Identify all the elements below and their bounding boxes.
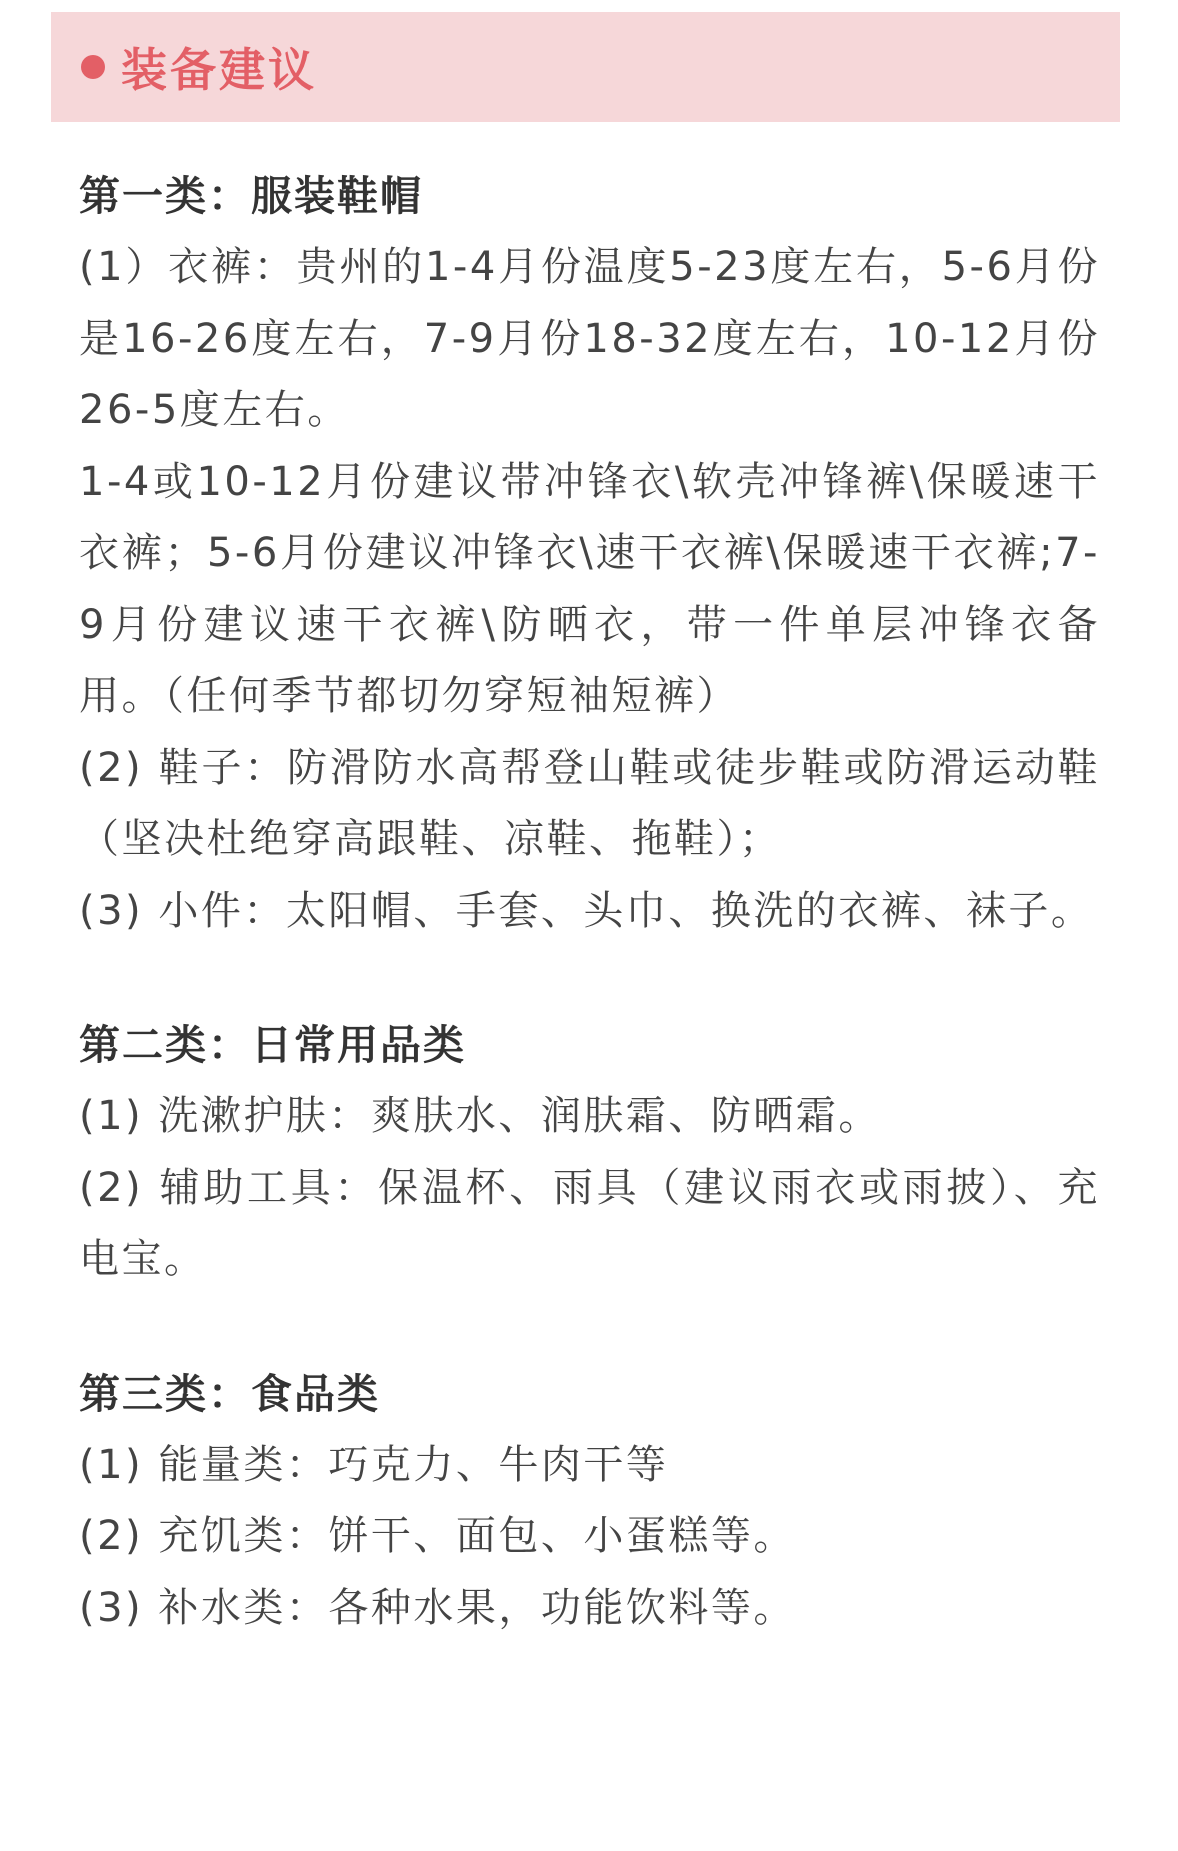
- section-title: 第三类：食品类: [79, 1369, 380, 1418]
- section-header-bar: [51, 12, 1120, 122]
- section-food: [79, 1358, 1100, 1645]
- paragraph-hydration: (3) 补水类：各种水果，功能饮料等。: [79, 1584, 796, 1631]
- paragraph-energy-food: (1) 能量类：巧克力、牛肉干等: [79, 1441, 669, 1488]
- paragraph-skincare: (1) 洗漱护肤：爽肤水、润肤霜、防晒霜。: [79, 1093, 881, 1139]
- paragraph-clothes-advice: 1-4或10-12月份建议带冲锋衣\软壳冲锋裤\保暖速干衣裤；5-6月份建议冲锋衣\速干衣裤\保暖速干衣裤;7-9月份建议速干衣裤\防晒衣，带一件单层冲锋衣备用。（任何季节都切勿穿短袖短裤）: [79, 458, 1100, 719]
- section-title: 第二类：日常用品类: [79, 1021, 466, 1069]
- paragraph-clothes-temperature: (1）衣裤：贵州的1-4月份温度5-23度左右，5-6月份是16-26度左右，7-9月份18-32度左右，10-12月份26-5度左右。: [79, 244, 1100, 433]
- paragraph-tools: (2) 辅助工具：保温杯、雨具（建议雨衣或雨披）、充电宝。: [79, 1164, 1100, 1282]
- section-title: 第一类：服装鞋帽: [79, 172, 423, 220]
- paragraph-filling-food: (2) 充饥类：饼干、面包、小蛋糕等。: [79, 1513, 796, 1559]
- bullet-dot-icon: [81, 55, 105, 79]
- section-daily-items: [79, 1009, 1100, 1296]
- paragraph-shoes: (2) 鞋子：防滑防水高帮登山鞋或徒步鞋或防滑运动鞋（坚决杜绝穿高跟鞋、凉鞋、拖鞋）；: [79, 744, 1100, 862]
- section-clothing: [79, 160, 1100, 947]
- paragraph-accessories: (3) 小件：太阳帽、手套、头巾、换洗的衣裤、袜子。: [79, 887, 1094, 934]
- article-body: [79, 160, 1100, 1644]
- page-title: 装备建议: [121, 43, 317, 97]
